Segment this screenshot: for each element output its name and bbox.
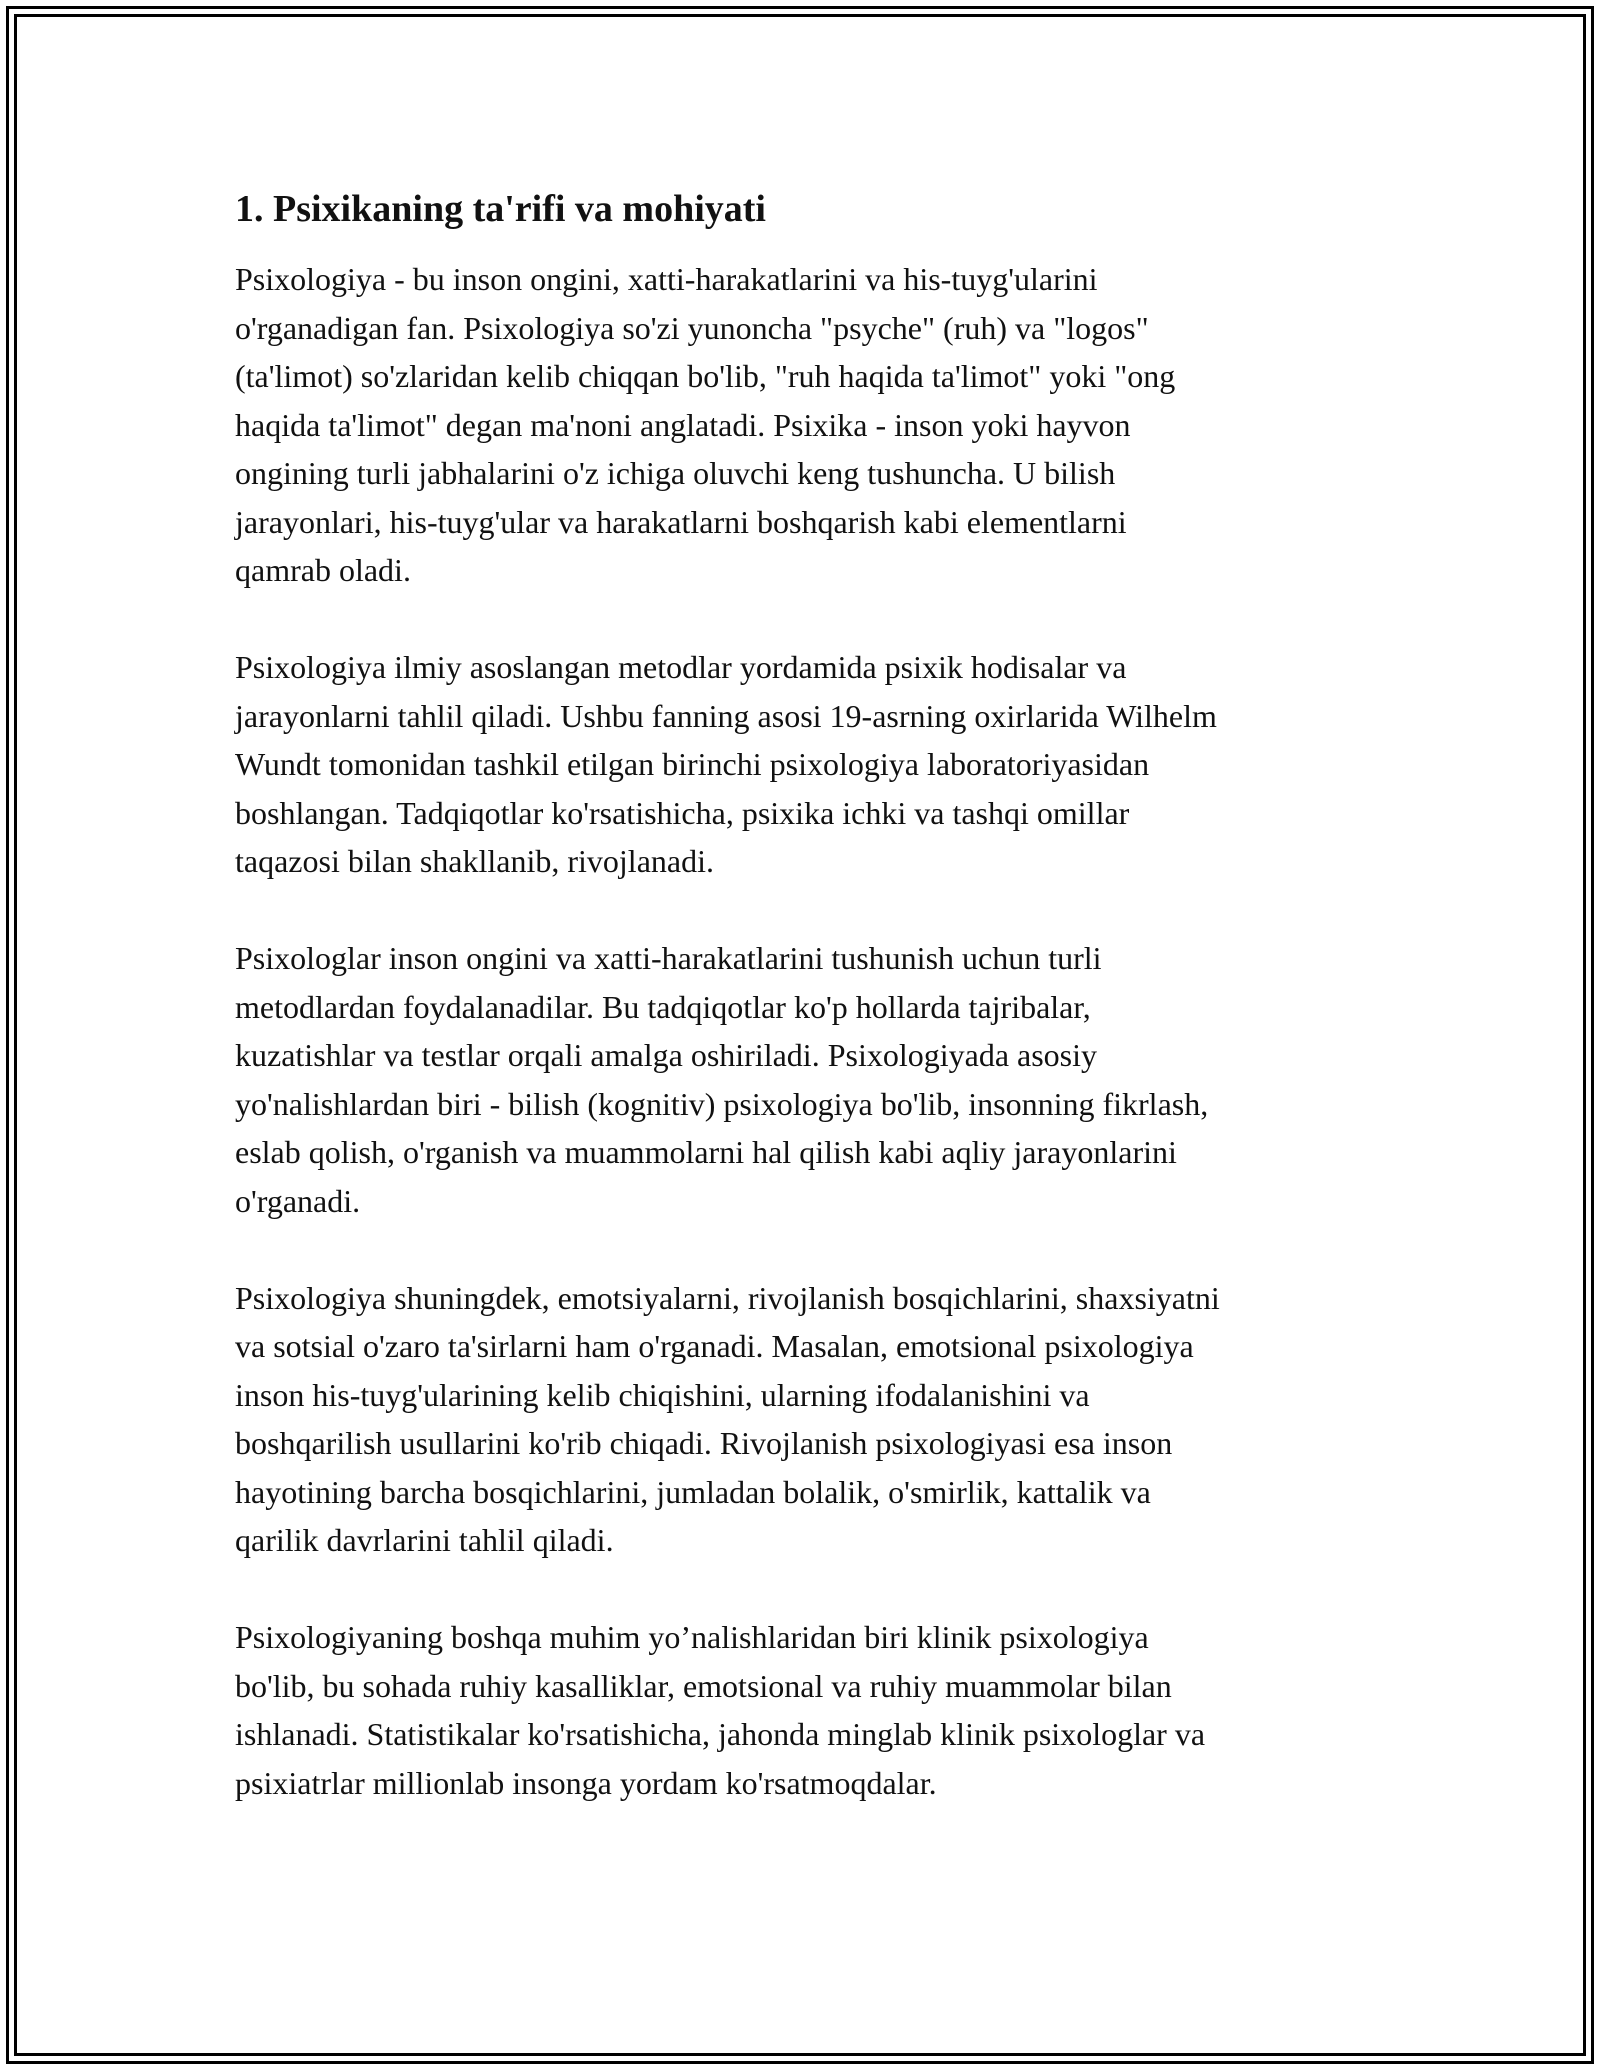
text-line: inson his-tuyg'ularining kelib chiqishini, ularning ifodalanishini va [235, 1376, 1090, 1413]
document-body [235, 185, 1375, 1856]
text-line: ongining turli jabhalarini o'z ichiga oluvchi keng tushuncha. U bilish [235, 455, 1116, 491]
text-line: qamrab oladi. [235, 552, 411, 588]
text-line: qarilik davrlarini tahlil qiladi. [235, 1522, 614, 1558]
text-line: jarayonlarni tahlil qiladi. Ushbu fanning asosi 19-asrning oxirlarida Wilhelm [235, 697, 1217, 734]
text-line: eslab qolish, o'rganish va muammolarni hal qilish kabi aqliy jarayonlarini [235, 1134, 1177, 1170]
paragraph-1 [235, 255, 1375, 595]
paragraph-2 [235, 643, 1375, 886]
paragraph-4 [235, 1274, 1375, 1565]
text-line: Psixologiya ilmiy asoslangan metodlar yordamida psixik hodisalar va [235, 649, 1127, 685]
text-line: bo'lib, bu sohada ruhiy kasalliklar, emotsional va ruhiy muammolar bilan [235, 1667, 1172, 1704]
text-line: hayotining barcha bosqichlarini, jumladan bolalik, o'smirlik, kattalik va [235, 1473, 1151, 1510]
text-line: o'rganadigan fan. Psixologiya so'zi yunoncha "psyche" (ruh) va "logos" [235, 309, 1149, 346]
text-line: Psixologiya - bu inson ongini, xatti-harakatlarini va his-tuyg'ularini [235, 261, 1098, 297]
text-line: va sotsial o'zaro ta'sirlarni ham o'rganadi. Masalan, emotsional psixologiya [235, 1328, 1194, 1364]
text-line: ishlanadi. Statistikalar ko'rsatishicha, jahonda minglab klinik psixologlar va [235, 1716, 1206, 1752]
text-line: jarayonlari, his-tuyg'ular va harakatlarni boshqarish kabi elementlarni [235, 503, 1127, 540]
paragraph-3 [235, 934, 1375, 1225]
text-line: haqida ta'limot" degan ma'noni anglatadi. Psixika - inson yoki hayvon [235, 406, 1131, 443]
text-line: taqazosi bilan shakllanib, rivojlanadi. [235, 843, 714, 879]
text-line: (ta'limot) so'zlaridan kelib chiqqan bo'lib, "ruh haqida ta'limot" yoki "ong [235, 358, 1176, 394]
text-line: boshlangan. Tadqiqotlar ko'rsatishicha, psixika ichki va tashqi omillar [235, 794, 1130, 831]
text-line: o'rganadi. [235, 1182, 361, 1219]
text-line: Wundt tomonidan tashkil etilgan birinchi psixologiya laboratoriyasidan [235, 746, 1150, 782]
text-line: yo'nalishlardan biri - bilish (kognitiv) psixologiya bo'lib, insonning fikrlash, [235, 1085, 1209, 1122]
text-line: psixiatrlar millionlab insonga yordam ko'rsatmoqdalar. [235, 1764, 937, 1801]
text-line: metodlardan foydalanadilar. Bu tadqiqotlar ko'p hollarda tajribalar, [235, 988, 1091, 1025]
section-heading: 1. Psixikaning ta'rifi va mohiyati [235, 188, 766, 230]
text-line: Psixologiya shuningdek, emotsiyalarni, rivojlanish bosqichlarini, shaxsiyatni [235, 1279, 1220, 1316]
paragraph-5 [235, 1613, 1375, 1807]
text-line: kuzatishlar va testlar orqali amalga oshiriladi. Psixologiyada asosiy [235, 1037, 1098, 1073]
text-line: Psixologiyaning boshqa muhim yo’nalishlaridan biri klinik psixologiya [235, 1619, 1149, 1655]
text-line: boshqarilish usullarini ko'rib chiqadi. Rivojlanish psixologiyasi esa inson [235, 1425, 1173, 1461]
text-line: Psixologlar inson ongini va xatti-harakatlarini tushunish uchun turli [235, 940, 1102, 976]
